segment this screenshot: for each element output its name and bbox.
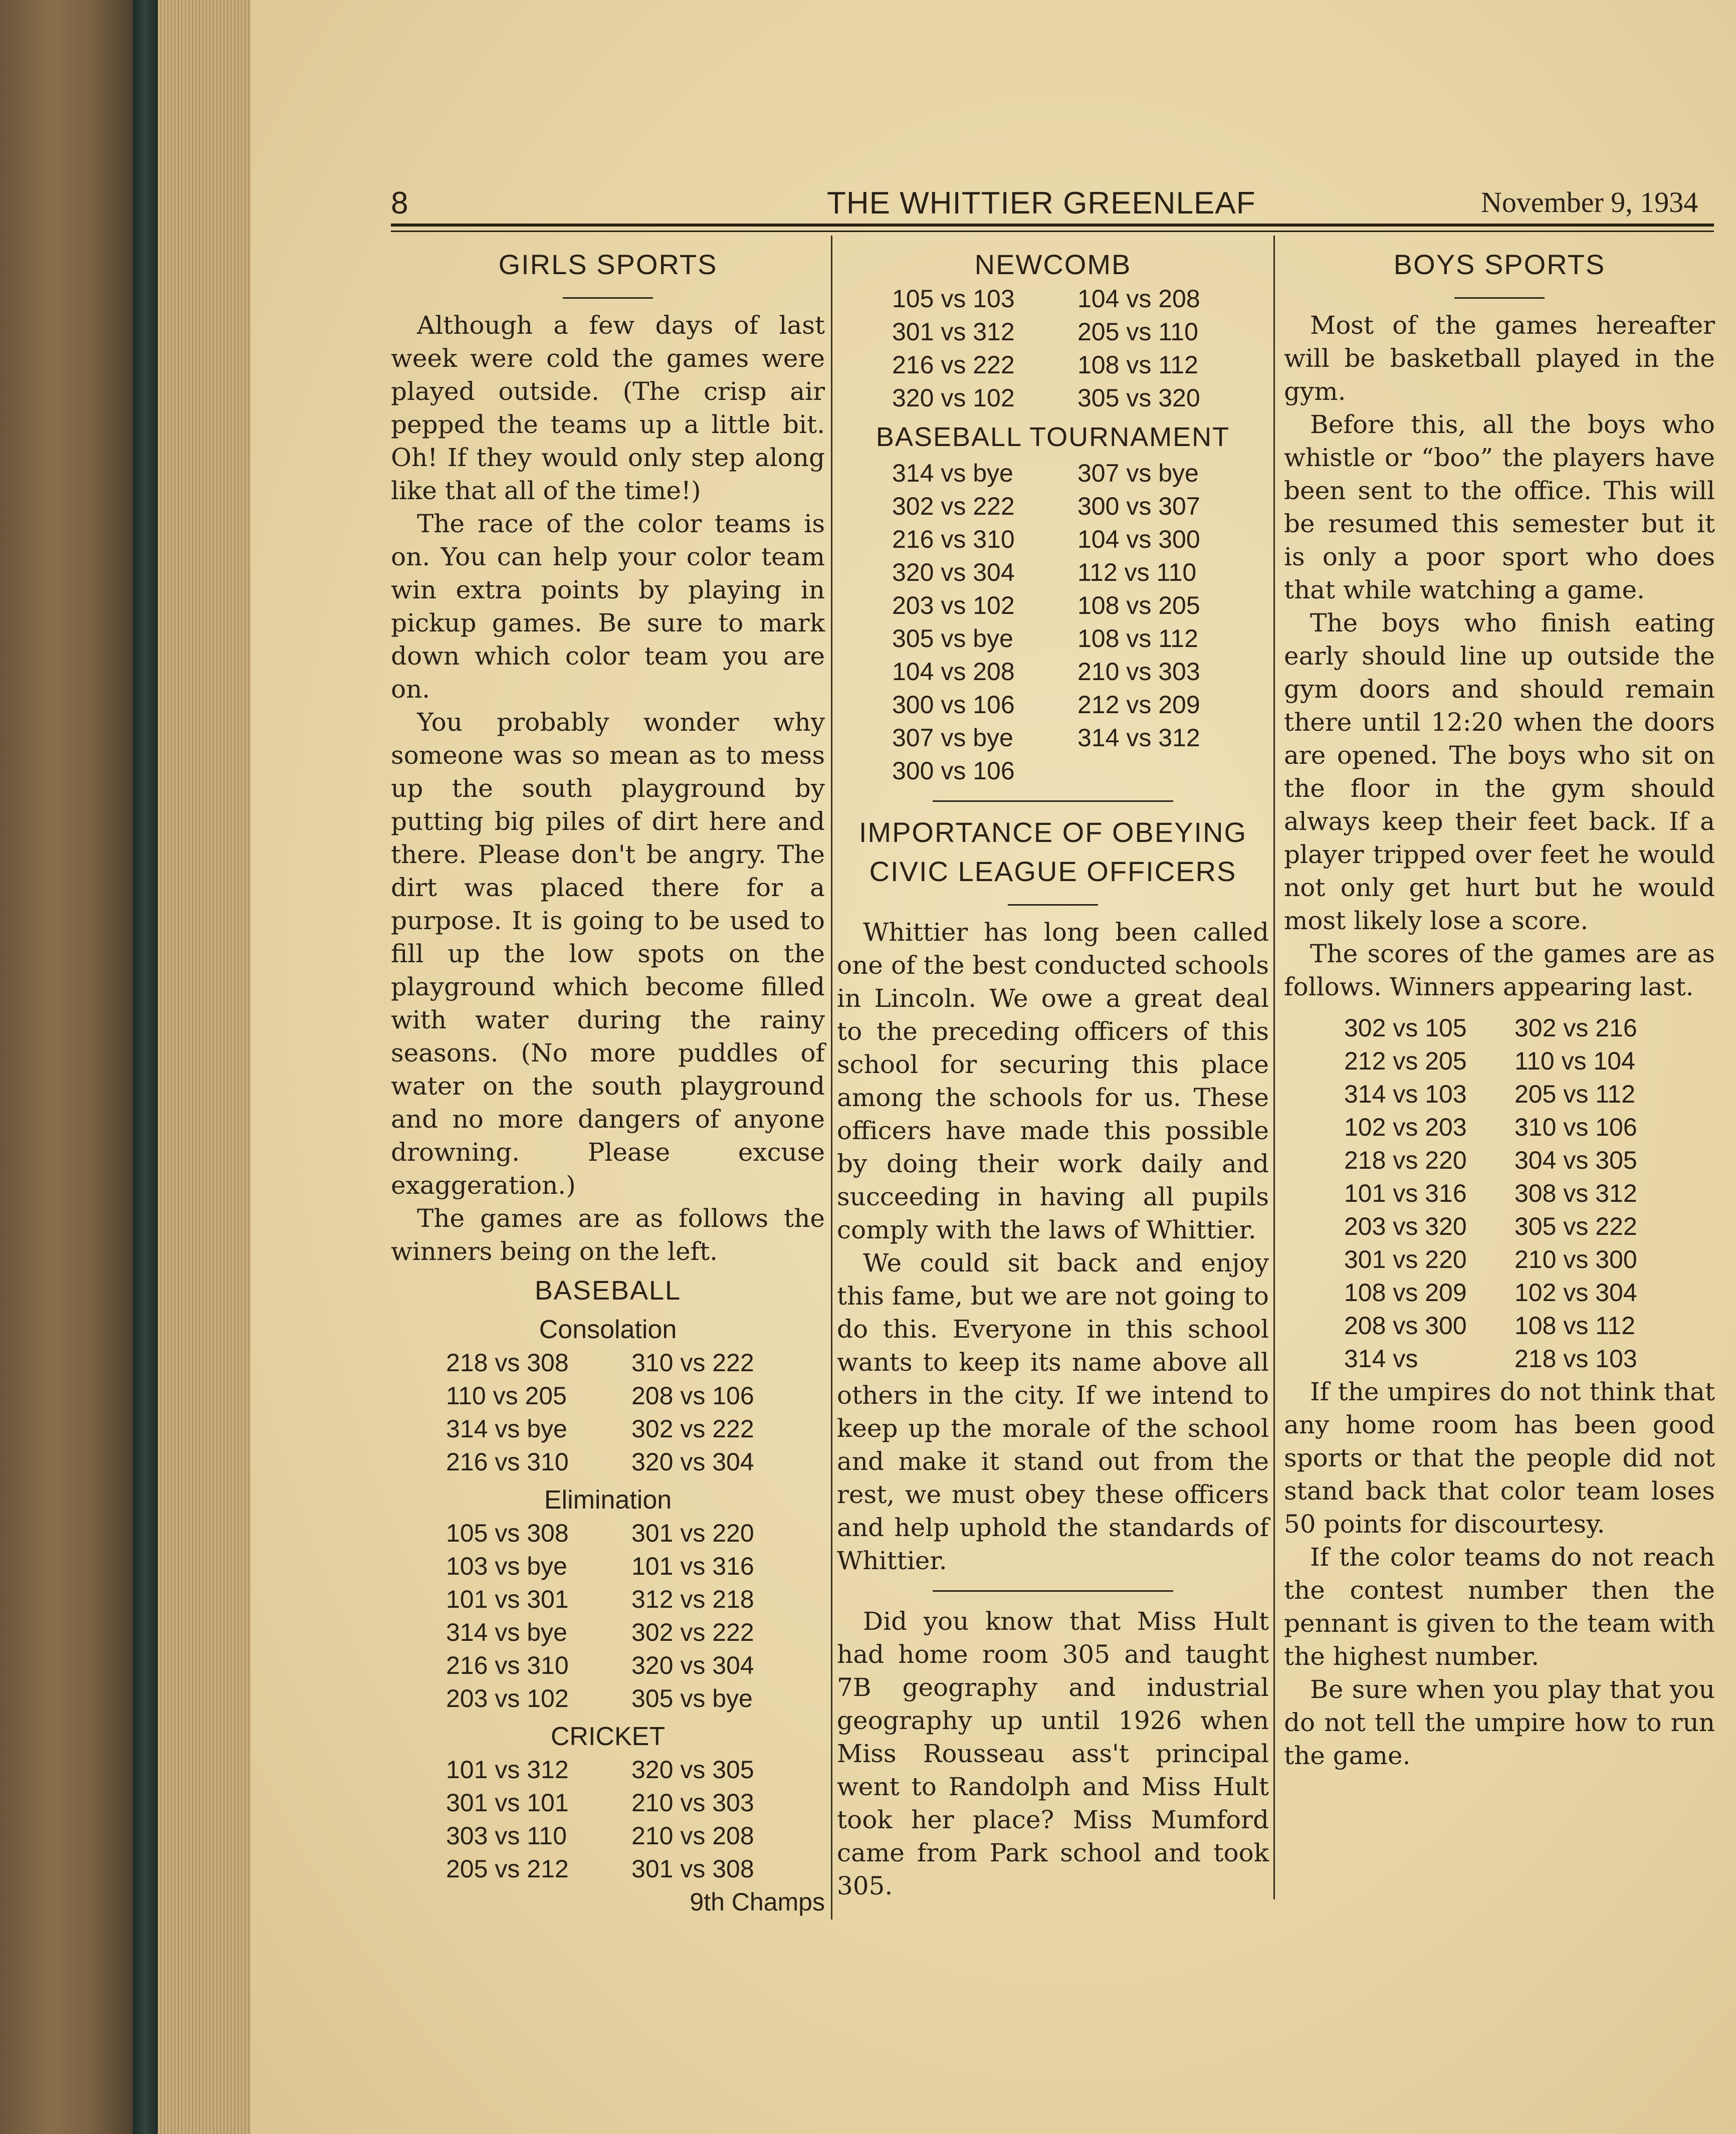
section-rule xyxy=(933,1590,1173,1592)
article-paragraph: The boys who finish eating early should line up outside the gym doors and should remain there until 12:20 when the doors are opened. The boys who sit on the floor in the gym should always keep their feet back. If a player tripped over feet he would not only get hurt but he would most likely lose a score. xyxy=(1284,608,1715,935)
game-matchup: 210 vs 303 xyxy=(1077,658,1200,686)
game-matchup: 101 vs 312 xyxy=(446,1756,569,1784)
section-rule xyxy=(933,800,1173,802)
game-matchup: 314 vs xyxy=(1344,1345,1418,1373)
game-matchup: 305 vs bye xyxy=(892,624,1013,653)
masthead: THE WHITTIER GREENLEAF xyxy=(827,186,1256,221)
game-matchup: 108 vs 209 xyxy=(1344,1278,1467,1307)
game-matchup: 216 vs 222 xyxy=(892,351,1015,379)
game-matchup: 208 vs 106 xyxy=(631,1382,754,1410)
game-matchup: 301 vs 220 xyxy=(631,1519,754,1547)
game-matchup: 320 vs 102 xyxy=(892,384,1015,412)
game-matchup: 320 vs 304 xyxy=(631,1651,754,1679)
game-matchup: 307 vs bye xyxy=(1077,459,1199,487)
article-paragraph: You probably wonder why someone was so mean as to mess up the south playground by putting big piles of dirt here and there. Please don't be angry. The dirt was placed there for a purpose. It is going to be used to fill up the low spots on the playground which become filled with water during the rainy seasons. (No more puddles of water on the south playground and no more dangers of anyone drowning. Please excuse exaggeration.) xyxy=(391,708,825,1200)
game-matchup: 314 vs bye xyxy=(892,459,1013,487)
column-divider xyxy=(1273,236,1275,1899)
game-matchup: 301 vs 101 xyxy=(446,1789,569,1817)
game-matchup: 218 vs 103 xyxy=(1514,1345,1637,1373)
game-matchup: 310 vs 106 xyxy=(1514,1113,1637,1141)
game-matchup: 314 vs 103 xyxy=(1344,1080,1467,1108)
cricket-champs-note: 9th Champs xyxy=(690,1888,825,1916)
article-paragraph: The games are as follows the winners being on the left. xyxy=(391,1204,825,1266)
game-matchup: 301 vs 308 xyxy=(631,1855,754,1883)
boys-sports-closing xyxy=(1284,1375,1715,1772)
middle-column xyxy=(837,243,1269,1902)
game-matchup: 314 vs 312 xyxy=(1077,724,1200,752)
page-edges xyxy=(158,0,263,2134)
game-matchup: 110 vs 205 xyxy=(446,1382,567,1410)
game-matchup: 216 vs 310 xyxy=(892,525,1015,553)
game-matchup: 307 vs bye xyxy=(892,724,1013,752)
game-matchup: 105 vs 103 xyxy=(892,285,1015,313)
tournament-games xyxy=(837,457,1243,754)
game-matchup: 104 vs 208 xyxy=(892,658,1015,686)
game-matchup: 308 vs 312 xyxy=(1514,1179,1637,1207)
game-matchup: 302 vs 222 xyxy=(631,1618,754,1646)
game-matchup: 208 vs 300 xyxy=(1344,1312,1467,1340)
newcomb-heading: NEWCOMB xyxy=(974,249,1132,280)
game-matchup: 101 vs 316 xyxy=(631,1552,754,1580)
tournament-heading: BASEBALL TOURNAMENT xyxy=(876,422,1230,452)
boys-game-scores xyxy=(1284,1011,1665,1375)
tournament-extra-game: 300 vs 106 xyxy=(892,757,1015,785)
girls-sports-column xyxy=(391,243,825,1918)
game-matchup: 300 vs 307 xyxy=(1077,492,1200,520)
headline-rule xyxy=(1454,297,1545,299)
game-matchup: 301 vs 312 xyxy=(892,318,1015,346)
column-divider xyxy=(831,236,832,1919)
game-matchup: 210 vs 300 xyxy=(1514,1245,1637,1273)
game-matchup: 302 vs 222 xyxy=(892,492,1015,520)
article-paragraph: If the color teams do not reach the contest number then the pennant is given to the team with the highest number. xyxy=(1284,1543,1715,1671)
cricket-games xyxy=(391,1753,797,1885)
game-matchup: 314 vs bye xyxy=(446,1415,567,1443)
game-matchup: 203 vs 102 xyxy=(446,1684,569,1713)
girls-sports-article xyxy=(391,309,825,1268)
consolation-heading: Consolation xyxy=(539,1315,677,1344)
header-rule-thin xyxy=(391,231,1714,232)
article-paragraph: Before this, all the boys who whistle or “boo” the players have been sent to the office. This will be resumed this semester but it is only a poor sport who does that while watching a game. xyxy=(1284,410,1715,604)
header-rule xyxy=(391,224,1714,227)
cricket-heading: CRICKET xyxy=(550,1722,666,1751)
newcomb-games xyxy=(837,282,1243,414)
miss-hult-article: Did you know that Miss Hult had home room 305 and taught 7B geography and industrial geography up until 1926 when Miss Rousseau ass't principal went to Randolph and Miss Hult took her place? Miss Mumford came from Park school and took 305. xyxy=(837,1607,1269,1900)
game-matchup: 203 vs 320 xyxy=(1344,1212,1467,1240)
issue-date: November 9, 1934 xyxy=(1481,186,1698,219)
game-matchup: 305 vs 222 xyxy=(1514,1212,1637,1240)
boys-sports-column xyxy=(1284,243,1715,1772)
article-paragraph: If the umpires do not think that any home room has been good sports or that the people did not stand back that color team loses 50 points for discourtesy. xyxy=(1284,1377,1715,1539)
boys-sports-article xyxy=(1284,309,1715,1003)
book-spine xyxy=(133,0,158,2134)
game-matchup: 101 vs 316 xyxy=(1344,1179,1467,1207)
game-matchup: 301 vs 220 xyxy=(1344,1245,1467,1273)
civic-headline-line2: CIVIC LEAGUE OFFICERS xyxy=(869,856,1237,887)
game-matchup: 320 vs 304 xyxy=(892,558,1015,586)
headline-rule xyxy=(1008,904,1098,906)
game-matchup: 218 vs 308 xyxy=(446,1349,569,1377)
game-matchup: 101 vs 301 xyxy=(446,1585,569,1613)
game-matchup: 303 vs 110 xyxy=(446,1822,567,1850)
elimination-heading: Elimination xyxy=(544,1485,672,1515)
game-matchup: 108 vs 205 xyxy=(1077,591,1200,619)
civic-league-article xyxy=(837,916,1269,1577)
game-matchup: 310 vs 222 xyxy=(631,1349,754,1377)
game-matchup: 320 vs 305 xyxy=(631,1756,754,1784)
game-matchup: 108 vs 112 xyxy=(1077,624,1198,653)
game-matchup: 218 vs 220 xyxy=(1344,1146,1467,1174)
article-paragraph: The race of the color teams is on. You can help your color team win extra points by playing in pickup games. Be sure to mark down which color team you are on. xyxy=(391,509,825,704)
girls-sports-headline: GIRLS SPORTS xyxy=(498,249,718,280)
game-matchup: 314 vs bye xyxy=(446,1618,567,1646)
game-matchup: 110 vs 104 xyxy=(1514,1047,1635,1075)
article-paragraph: The scores of the games are as follows. Winners appearing last. xyxy=(1284,939,1715,1001)
game-matchup: 302 vs 105 xyxy=(1344,1014,1467,1042)
headline-rule xyxy=(563,297,653,299)
consolation-games xyxy=(391,1346,797,1478)
page-number: 8 xyxy=(391,186,408,221)
game-matchup: 104 vs 208 xyxy=(1077,285,1200,313)
elimination-games xyxy=(391,1517,797,1715)
article-paragraph: Whittier has long been called one of the best conducted schools in Lincoln. We owe a great deal to the preceding officers of this school for securing this place among the schools for us. These officers have made this possible by doing their work daily and succeeding in having all pupils comply with the laws of Whittier. xyxy=(837,918,1269,1244)
game-matchup: 210 vs 303 xyxy=(631,1789,754,1817)
game-matchup: 102 vs 304 xyxy=(1514,1278,1637,1307)
article-paragraph: Be sure when you play that you do not tell the umpire how to run the game. xyxy=(1284,1675,1715,1770)
game-matchup: 300 vs 106 xyxy=(892,691,1015,719)
game-matchup: 108 vs 112 xyxy=(1514,1312,1635,1340)
game-matchup: 304 vs 305 xyxy=(1514,1146,1637,1174)
game-matchup: 312 vs 218 xyxy=(631,1585,754,1613)
game-matchup: 216 vs 310 xyxy=(446,1448,569,1476)
game-matchup: 212 vs 209 xyxy=(1077,691,1200,719)
game-matchup: 305 vs 320 xyxy=(1077,384,1200,412)
game-matchup: 108 vs 112 xyxy=(1077,351,1198,379)
game-matchup: 212 vs 205 xyxy=(1344,1047,1467,1075)
boys-sports-headline: BOYS SPORTS xyxy=(1393,249,1606,280)
game-matchup: 105 vs 308 xyxy=(446,1519,569,1547)
game-matchup: 102 vs 203 xyxy=(1344,1113,1467,1141)
article-paragraph: Most of the games hereafter will be basketball played in the gym. xyxy=(1284,311,1715,406)
book-binding xyxy=(0,0,150,2134)
civic-headline-line1: IMPORTANCE OF OBEYING xyxy=(858,816,1247,848)
game-matchup: 112 vs 110 xyxy=(1077,558,1197,586)
baseball-heading: BASEBALL xyxy=(534,1275,682,1306)
game-matchup: 205 vs 110 xyxy=(1077,318,1198,346)
game-matchup: 104 vs 300 xyxy=(1077,525,1200,553)
game-matchup: 203 vs 102 xyxy=(892,591,1015,619)
game-matchup: 320 vs 304 xyxy=(631,1448,754,1476)
article-paragraph: We could sit back and enjoy this fame, but we are not going to do this. Everyone in this school wants to keep its name above all others in the city. If we intend to keep up the morale of the school and make it stand out from the rest, we must obey these officers and help uphold the standards of Whittier. xyxy=(837,1248,1269,1575)
game-matchup: 302 vs 216 xyxy=(1514,1014,1637,1042)
article-paragraph: Although a few days of last week were cold the games were played outside. (The crisp air pepped the teams up a little bit. Oh! If they would only step along like that all of the time!) xyxy=(391,311,825,505)
game-matchup: 305 vs bye xyxy=(631,1684,753,1713)
game-matchup: 216 vs 310 xyxy=(446,1651,569,1679)
game-matchup: 205 vs 212 xyxy=(446,1855,569,1883)
game-matchup: 302 vs 222 xyxy=(631,1415,754,1443)
game-matchup: 103 vs bye xyxy=(446,1552,567,1580)
game-matchup: 205 vs 112 xyxy=(1514,1080,1635,1108)
game-matchup: 210 vs 208 xyxy=(631,1822,754,1850)
